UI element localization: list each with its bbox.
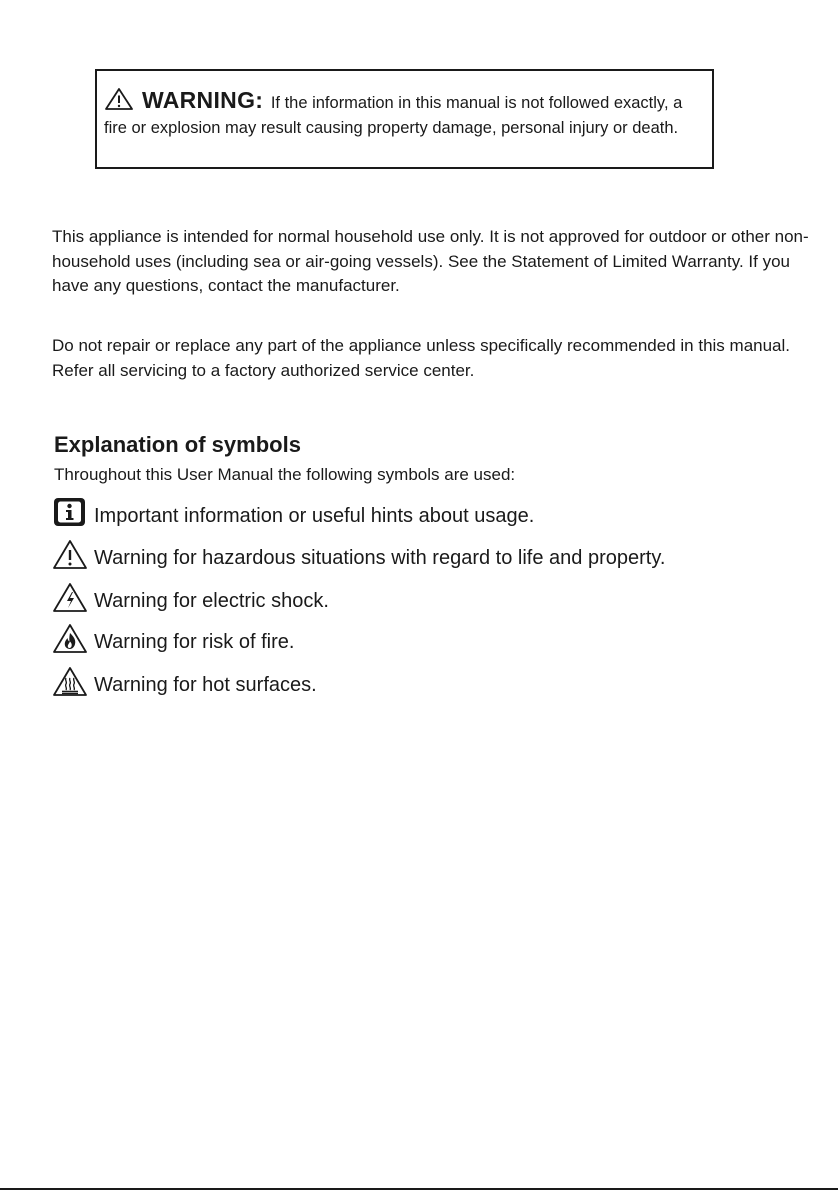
symbol-item-fire: [52, 619, 294, 655]
warning-triangle-icon: [104, 87, 134, 111]
info-icon: [52, 495, 88, 529]
symbol-item-info: [52, 493, 534, 529]
symbol-label-electric-shock: Warning for electric shock.: [94, 590, 329, 612]
symbol-item-hot-surface: [52, 662, 317, 698]
symbol-item-electric-shock: [52, 578, 329, 614]
section-heading: Explanation of symbols: [54, 432, 301, 457]
electric-shock-icon: [52, 580, 88, 614]
fire-icon: [52, 621, 88, 655]
symbol-item-warning: [52, 535, 665, 571]
symbol-label-fire: Warning for risk of fire.: [94, 631, 295, 653]
warning-title: WARNING:: [142, 87, 264, 113]
warning-box: [95, 69, 714, 169]
symbols-intro: Throughout this User Manual the following symbols are used:: [54, 465, 516, 484]
page-bottom-rule: [0, 1188, 838, 1190]
symbol-label-hot-surface: Warning for hot surfaces.: [94, 674, 317, 696]
symbol-label-warning: Warning for hazardous situations with regard to life and property.: [94, 547, 666, 569]
hot-surface-icon: [52, 664, 88, 698]
symbol-label-info: Important information or useful hints about usage.: [94, 505, 535, 527]
servicing-paragraph: Do not repair or replace any part of the appliance unless specifically recommended in this manual. Refer all servicing to a factory authorized service center.: [52, 336, 791, 380]
intended-use-paragraph: This appliance is intended for normal household use only. It is not approved for outdoor or other non-household uses (including sea or air-going vessels). See the Statement of Limited Warranty. If you have any questions, contact the manufacturer.: [52, 227, 809, 295]
warning-text: If the information in this manual is not followed exactly, a fire or explosion may result causing property damage, personal injury or death.: [104, 94, 683, 137]
warning-triangle-icon: [52, 537, 88, 571]
